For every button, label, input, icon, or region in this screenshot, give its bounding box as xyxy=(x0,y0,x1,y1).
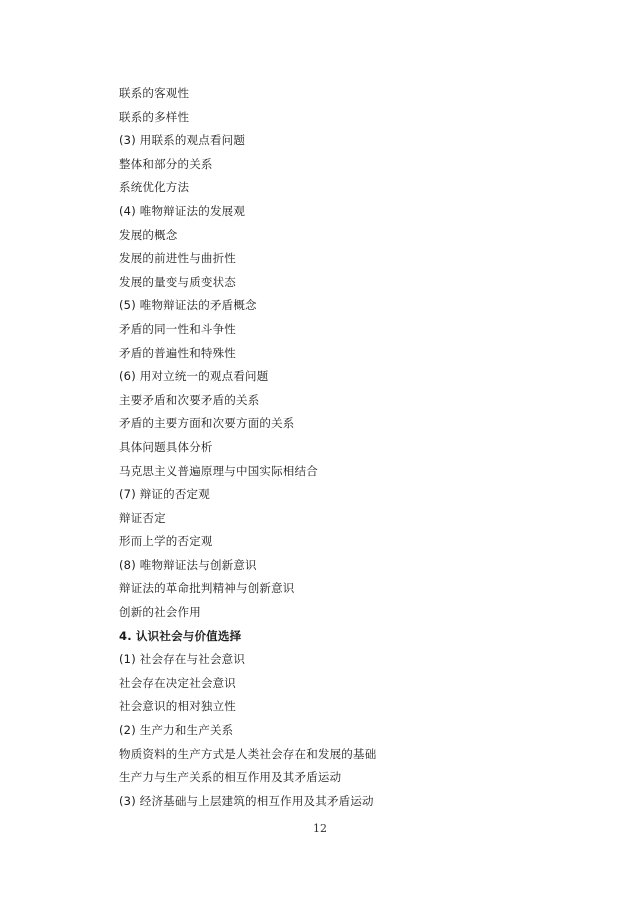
outline-line: 矛盾的同一性和斗争性 xyxy=(119,321,236,336)
page-number: 12 xyxy=(313,822,327,835)
outline-line: (3) 经济基础与上层建筑的相互作用及其矛盾运动 xyxy=(119,793,374,808)
outline-line: 发展的概念 xyxy=(119,227,178,242)
outline-line: (1) 社会存在与社会意识 xyxy=(119,652,246,667)
outline-line: (7) 辩证的否定观 xyxy=(119,487,210,502)
outline-line: 形而上学的否定观 xyxy=(119,534,213,549)
outline-line: 生产力与生产关系的相互作用及其矛盾运动 xyxy=(119,770,342,785)
outline-line: 发展的量变与质变状态 xyxy=(119,274,236,289)
outline-line: 主要矛盾和次要矛盾的关系 xyxy=(119,392,260,407)
outline-line: (4) 唯物辩证法的发展观 xyxy=(119,203,246,218)
outline-line: 系统优化方法 xyxy=(119,180,190,195)
outline-line: (8) 唯物辩证法与创新意识 xyxy=(119,557,257,572)
outline-line: 联系的客观性 xyxy=(119,86,190,100)
outline-line: 具体问题具体分析 xyxy=(119,439,213,454)
outline-line: 矛盾的主要方面和次要方面的关系 xyxy=(119,416,295,431)
outline-line: 物质资料的生产方式是人类社会存在和发展的基础 xyxy=(119,746,377,761)
outline-line: 马克思主义普遍原理与中国实际相结合 xyxy=(119,463,318,478)
outline-line: 创新的社会作用 xyxy=(119,605,201,620)
outline-line: 联系的多样性 xyxy=(119,109,190,124)
section-heading: 4. 认识社会与价值选择 xyxy=(119,628,242,643)
outline-line: 社会意识的相对独立性 xyxy=(119,699,236,714)
outline-line: 发展的前进性与曲折性 xyxy=(119,251,236,266)
outline-line: 辩证法的革命批判精神与创新意识 xyxy=(119,581,295,596)
outline-line: (6) 用对立统一的观点看问题 xyxy=(119,369,269,384)
outline-line: (2) 生产力和生产关系 xyxy=(119,723,234,738)
outline-list xyxy=(119,82,376,813)
outline-line: (5) 唯物辩证法的矛盾概念 xyxy=(119,298,257,313)
outline-line: 社会存在决定社会意识 xyxy=(119,675,236,690)
outline-line: 整体和部分的关系 xyxy=(119,156,213,171)
outline-line: 矛盾的普遍性和特殊性 xyxy=(119,345,236,360)
outline-line: 辩证否定 xyxy=(119,510,166,525)
outline-line: (3) 用联系的观点看问题 xyxy=(119,133,246,148)
